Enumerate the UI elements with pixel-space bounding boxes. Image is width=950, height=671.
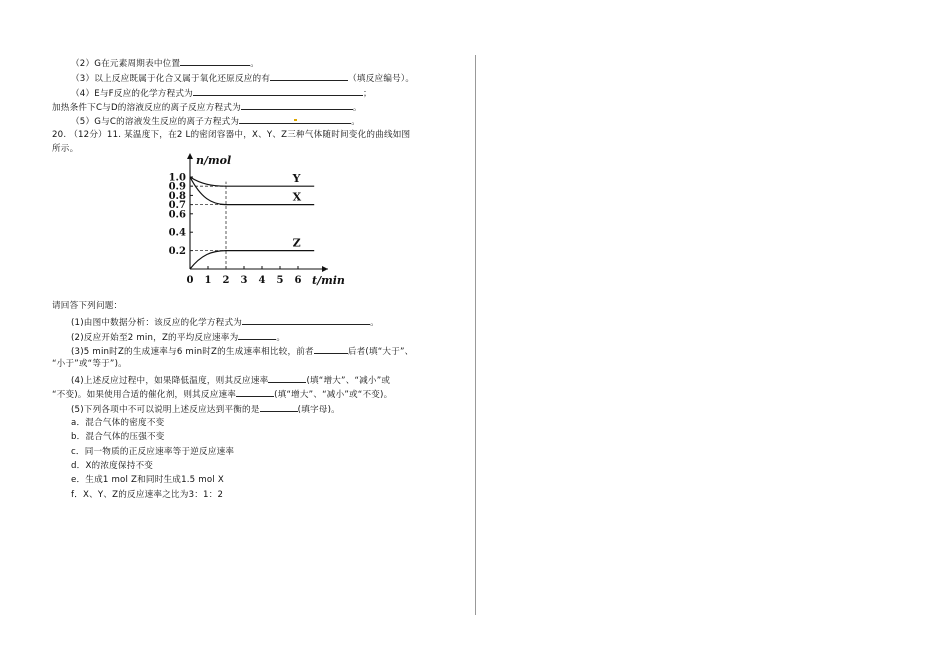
option-c: c．同一物质的正反应速率等于逆反应速率 xyxy=(71,447,235,457)
column-divider xyxy=(475,55,476,615)
punct: 。 xyxy=(351,117,361,127)
punct: 。 xyxy=(352,103,362,113)
y-tick-label: 1.0 xyxy=(168,172,186,184)
question-3-text: （3）以上反应既属于化合又属于氧化还原反应的有 xyxy=(71,74,271,84)
sub-question-1 xyxy=(71,316,379,329)
x-tick-label: 0 xyxy=(186,275,194,286)
answer-prompt: 请回答下列问题： xyxy=(52,301,123,311)
answer-blank[interactable] xyxy=(238,331,276,340)
answer-blank[interactable] xyxy=(193,87,363,96)
answer-blank[interactable] xyxy=(241,101,353,110)
sub-question-3-hint: 后者(填“大于”、 xyxy=(347,347,414,357)
question-4b-line xyxy=(52,101,362,114)
y-tick-label: 0.9 xyxy=(168,181,186,193)
x-tick-label: 4 xyxy=(258,275,266,286)
x-tick-label: 6 xyxy=(294,275,302,286)
question-20-intro-cont: 所示。 xyxy=(52,144,79,154)
series-line-z xyxy=(190,251,314,269)
y-tick-label: 0.8 xyxy=(168,190,186,202)
answer-blank[interactable] xyxy=(268,374,306,383)
question-4b-text: 加热条件下C与D的溶液反应的离子反应方程式为 xyxy=(52,103,241,113)
sub-question-2 xyxy=(71,331,285,344)
x-tick-label: 3 xyxy=(240,275,248,286)
sub-question-3 xyxy=(71,345,413,358)
question-4-text: （4）E与F反应的化学方程式为 xyxy=(71,89,193,99)
question-4-line xyxy=(71,87,372,100)
punct: 。 xyxy=(250,59,260,69)
x-axis-label: t/min xyxy=(312,274,345,287)
option-e: e．生成1 mol Z和同时生成1.5 mol X xyxy=(71,475,224,485)
sub-question-4-cont xyxy=(52,388,392,401)
y-tick-label: 0.4 xyxy=(168,227,186,239)
option-f: f．X、Y、Z的反应速率之比为3：1：2 xyxy=(71,490,224,500)
option-d: d．X的浓度保持不变 xyxy=(71,461,154,471)
answer-blank[interactable] xyxy=(314,345,348,354)
sub-question-4 xyxy=(71,374,390,387)
series-label-x: X xyxy=(292,190,302,204)
option-b: b．混合气体的压强不变 xyxy=(71,432,165,442)
y-tick-label: 0.7 xyxy=(168,200,186,212)
question-3-line xyxy=(71,72,414,85)
sub-question-5-hint: (填字母)。 xyxy=(297,405,340,415)
mole-time-chart xyxy=(163,150,353,290)
sub-question-4b-text: “不变)。如果使用合适的催化剂，则其反应速率 xyxy=(52,390,237,400)
sub-question-4-hint: (填“增大”、“减小”或 xyxy=(306,376,391,386)
option-a: a．混合气体的密度不变 xyxy=(71,418,165,428)
highlight-mark xyxy=(294,119,297,121)
question-5-line xyxy=(71,115,360,128)
question-2-text: （2）G在元素周期表中位置 xyxy=(71,59,181,69)
x-axis-arrow xyxy=(322,266,328,272)
sub-question-5-text: (5)下列各项中不可以说明上述反应达到平衡的是 xyxy=(71,405,260,415)
sub-question-4b-hint: (填“增大”、“减小”或“不变)。 xyxy=(274,390,393,400)
punct: 。 xyxy=(276,333,286,343)
sub-question-5 xyxy=(71,403,340,416)
question-2-line xyxy=(71,57,259,70)
y-axis-label: n/mol xyxy=(196,154,232,167)
sub-question-1-text: (1)由图中数据分析：该反应的化学方程式为 xyxy=(71,318,243,328)
sub-question-3-cont: “小于”或“等于”)。 xyxy=(52,359,127,369)
x-tick-label: 2 xyxy=(222,275,230,286)
series-label-z: Z xyxy=(292,236,301,250)
answer-blank[interactable] xyxy=(236,388,274,397)
answer-blank[interactable] xyxy=(180,57,250,66)
y-axis-arrow xyxy=(187,153,193,159)
punct: ； xyxy=(362,89,372,99)
punct: 。 xyxy=(370,318,379,328)
sub-question-2-text: (2)反应开始至2 min，Z的平均反应速率为 xyxy=(71,333,239,343)
x-tick-label: 1 xyxy=(204,275,212,286)
question-20-intro: 20. （12分）11. 某温度下，在2 L的密闭容器中，X、Y、Z三种气体随时间变化的曲线如图 xyxy=(52,130,411,140)
answer-blank[interactable] xyxy=(242,316,370,325)
answer-blank[interactable] xyxy=(260,403,298,412)
answer-blank[interactable] xyxy=(270,72,348,81)
question-5-text: （5）G与C的溶液发生反应的离子方程式为 xyxy=(71,117,240,127)
x-tick-label: 5 xyxy=(276,275,284,286)
sub-question-4-text: (4)上述反应过程中，如果降低温度，则其反应速率 xyxy=(71,376,269,386)
series-label-y: Y xyxy=(292,172,301,186)
punct: （填反应编号）。 xyxy=(348,74,415,84)
y-tick-label: 0.2 xyxy=(168,246,186,258)
y-tick-label: 0.6 xyxy=(168,209,186,221)
sub-question-3-text: (3)5 min时Z的生成速率与6 min时Z的生成速率相比较，前者 xyxy=(71,347,314,357)
